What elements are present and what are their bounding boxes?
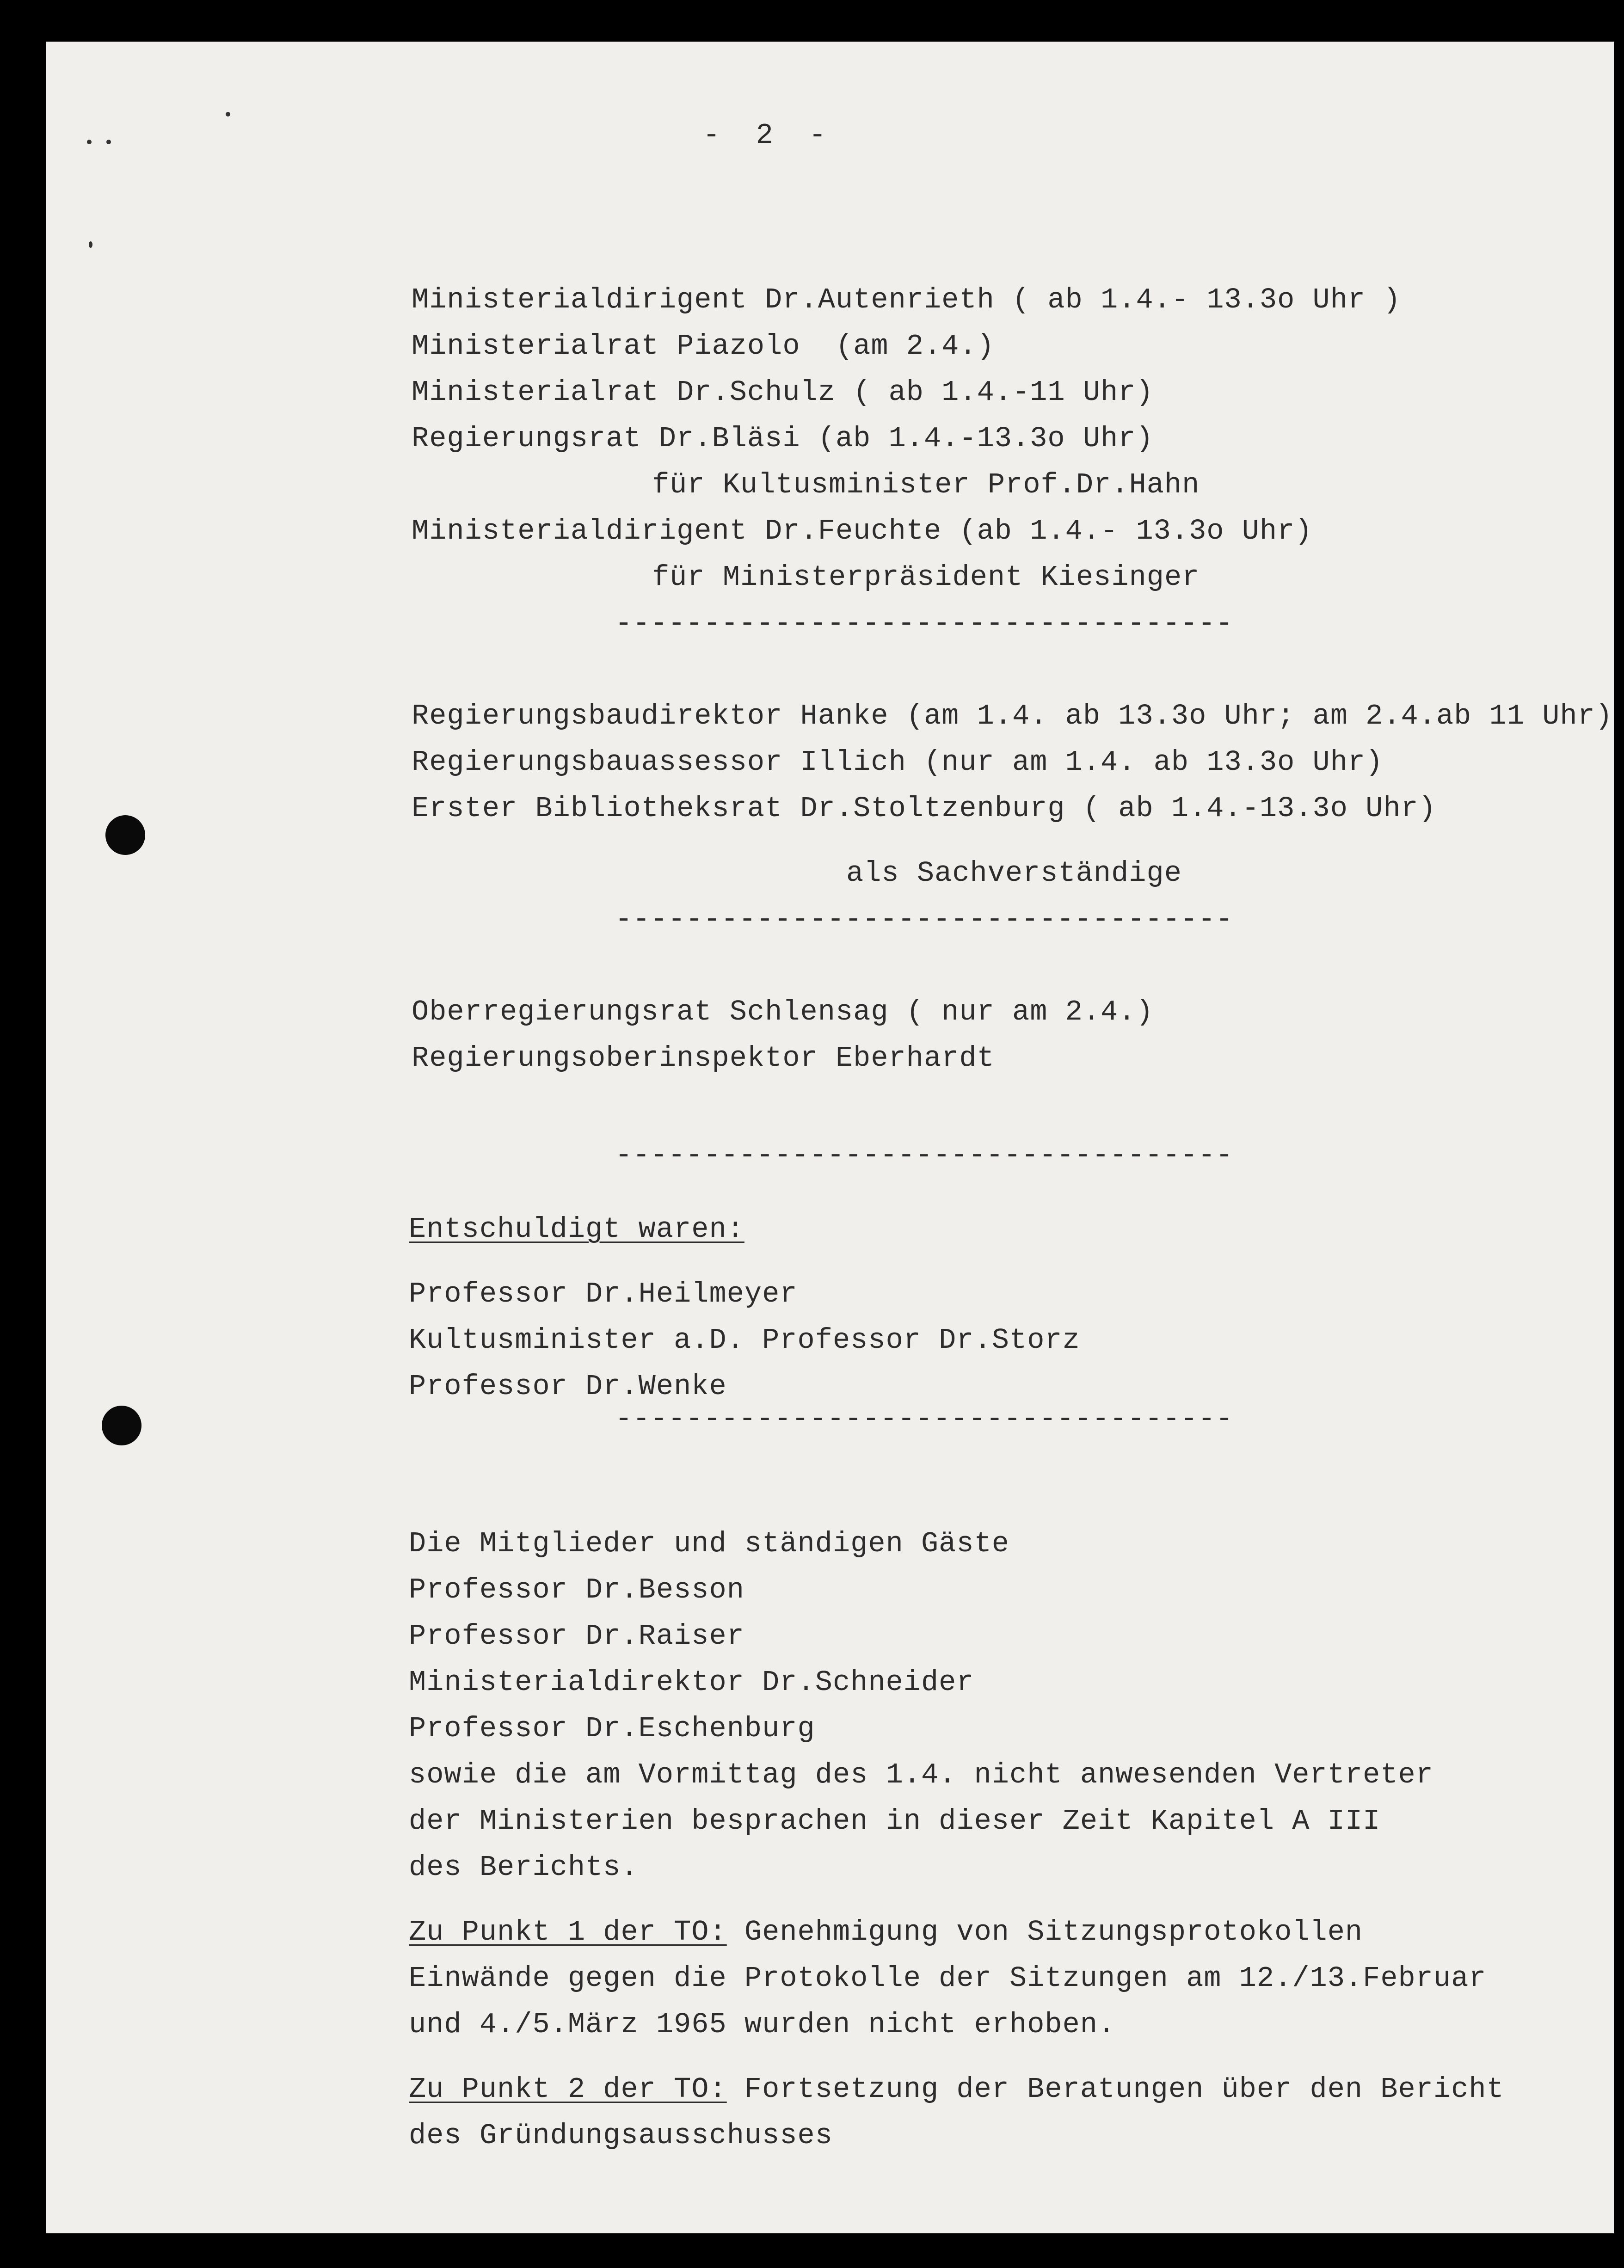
document-page: [46, 42, 1614, 2233]
members-line: sowie die am Vormittag des 1.4. nicht anwesenden Vertreter: [409, 1758, 1433, 1791]
attendee-line: Regierungsrat Dr.Bläsi (ab 1.4.-13.3o Uhr): [412, 422, 1154, 455]
expert-line: Regierungsbaudirektor Hanke (am 1.4. ab 13.3o Uhr; am 2.4.ab 11 Uhr): [412, 700, 1613, 732]
members-line: Professor Dr.Besson: [409, 1573, 744, 1606]
separator-line: -----------------------------------: [615, 903, 1234, 936]
excused-line: Professor Dr.Heilmeyer: [409, 1278, 798, 1310]
members-line: Professor Dr.Raiser: [409, 1620, 744, 1653]
page-number: - 2 -: [703, 119, 827, 152]
agenda-item-1-line: und 4./5.März 1965 wurden nicht erhoben.: [409, 2008, 1116, 2041]
paper-speck: [87, 140, 92, 144]
separator-line: -----------------------------------: [615, 1139, 1234, 1172]
expert-line: Erster Bibliotheksrat Dr.Stoltzenburg ( ab 1.4.-13.3o Uhr): [412, 792, 1436, 825]
agenda-item-2-heading: [409, 2073, 1504, 2106]
agenda-item-1-heading: [409, 1916, 1363, 1948]
separator-line: -----------------------------------: [615, 1402, 1234, 1435]
excused-heading: Entschuldigt waren:: [409, 1213, 744, 1246]
expert-role: als Sachverständige: [846, 857, 1182, 890]
punch-hole-top: [105, 815, 145, 855]
attendee-line: für Kultusminister Prof.Dr.Hahn: [652, 468, 1200, 501]
attendee-line: für Ministerpräsident Kiesinger: [652, 561, 1200, 594]
attendee-line: Ministerialrat Dr.Schulz ( ab 1.4.-11 Uhr): [412, 376, 1154, 409]
paper-speck: [106, 140, 111, 144]
excused-line: Kultusminister a.D. Professor Dr.Storz: [409, 1324, 1080, 1357]
agenda-item-2-line: des Gründungsausschusses: [409, 2119, 833, 2152]
agenda-item-2-title: Fortsetzung der Beratungen über den Bericht: [726, 2073, 1504, 2106]
agenda-item-2-label: Zu Punkt 2 der TO:: [409, 2073, 727, 2106]
agenda-item-1-label: Zu Punkt 1 der TO:: [409, 1916, 727, 1948]
separator-line: -----------------------------------: [615, 607, 1234, 640]
staff-line: Regierungsoberinspektor Eberhardt: [412, 1042, 995, 1075]
excused-line: Professor Dr.Wenke: [409, 1370, 727, 1403]
members-line: Professor Dr.Eschenburg: [409, 1712, 815, 1745]
agenda-item-1-line: Einwände gegen die Protokolle der Sitzungen am 12./13.Februar: [409, 1962, 1487, 1995]
paper-speck: [89, 241, 92, 248]
punch-hole-bottom: [102, 1406, 141, 1445]
agenda-item-1-title: Genehmigung von Sitzungsprotokollen: [726, 1916, 1363, 1948]
attendee-line: Ministerialdirigent Dr.Feuchte (ab 1.4.- 13.3o Uhr): [412, 515, 1313, 547]
staff-line: Oberregierungsrat Schlensag ( nur am 2.4.): [412, 996, 1154, 1028]
expert-line: Regierungsbauassessor Illich (nur am 1.4. ab 13.3o Uhr): [412, 746, 1384, 779]
paper-speck: [226, 112, 230, 117]
members-line: des Berichts.: [409, 1851, 639, 1884]
attendee-line: Ministerialdirigent Dr.Autenrieth ( ab 1.4.- 13.3o Uhr ): [412, 283, 1401, 316]
members-line: der Ministerien besprachen in dieser Zeit Kapitel A III: [409, 1805, 1381, 1838]
members-line: Die Mitglieder und ständigen Gäste: [409, 1527, 1010, 1560]
members-line: Ministerialdirektor Dr.Schneider: [409, 1666, 974, 1699]
attendee-line: Ministerialrat Piazolo (am 2.4.): [412, 330, 995, 363]
